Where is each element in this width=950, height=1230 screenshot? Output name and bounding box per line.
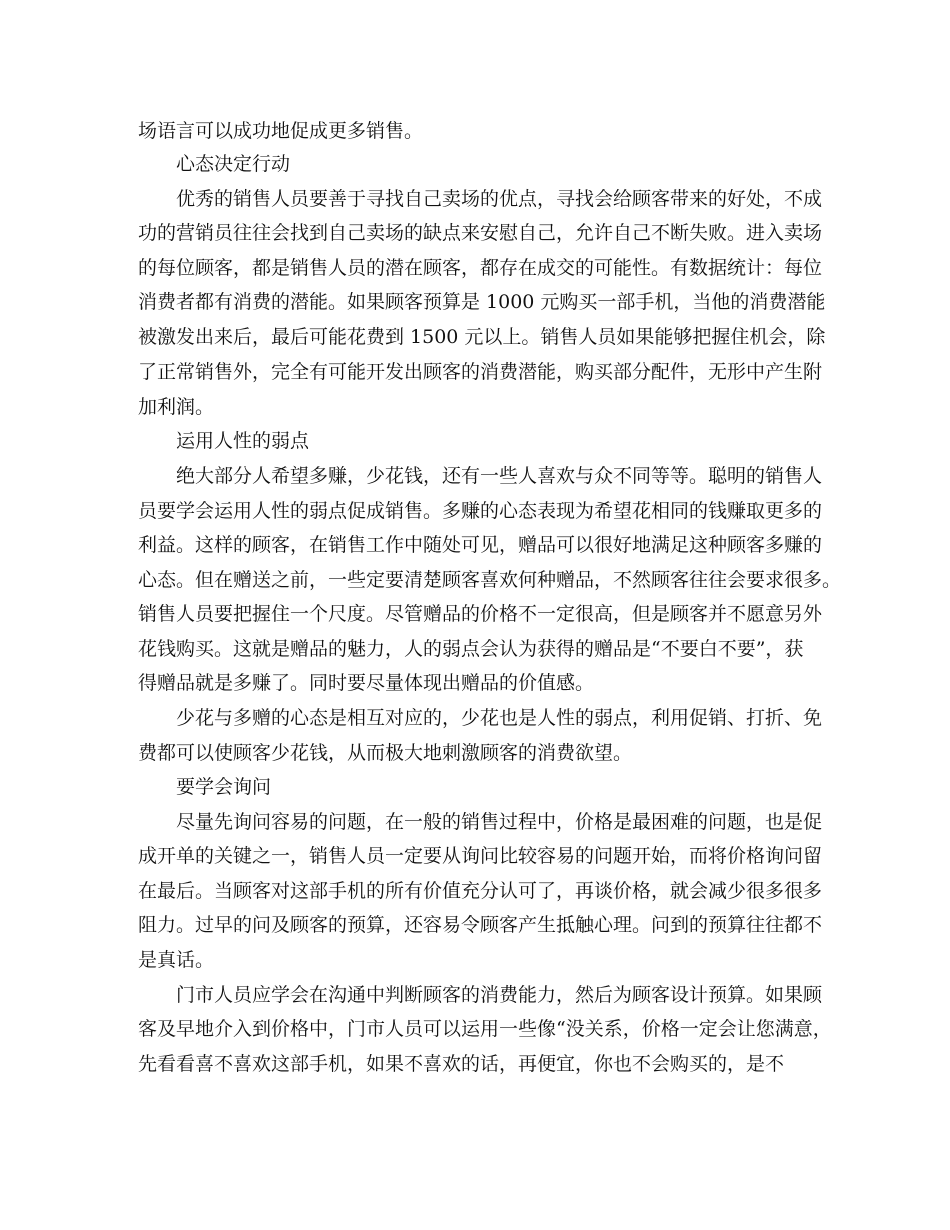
- text-line: 功的营销员往往会找到自己卖场的缺点来安慰自己，允许自己不断失败。进入卖场: [138, 222, 823, 244]
- text-line: 利益。这样的顾客，在销售工作中随处可见，赠品可以很好地满足这种顾客多赚的: [138, 534, 823, 556]
- text-line: 销售人员要把握住一个尺度。尽管赠品的价格不一定很高，但是顾客并不愿意另外: [138, 603, 823, 625]
- paragraph-first-line: 少花与多赠的心态是相互对应的，少花也是人性的弱点，利用促销、打折、免: [176, 707, 823, 729]
- text-line: 先看看喜不喜欢这部手机，如果不喜欢的话，再便宜，你也不会购买的，是不: [138, 1053, 785, 1075]
- text-line: 花钱购买。这就是赠品的魅力，人的弱点会认为获得的赠品是“不要白不要”，获: [138, 638, 804, 660]
- text-line: 成开单的关键之一，销售人员一定要从询问比较容易的问题开始，而将价格询问留: [138, 845, 823, 867]
- text-line: 得赠品就是多赚了。同时要尽量体现出赠品的价值感。: [138, 672, 595, 694]
- text-line: 费都可以使顾客少花钱，从而极大地刺激顾客的消费欲望。: [138, 742, 633, 764]
- text-line: 的每位顾客，都是销售人员的潜在顾客，都存在成交的可能性。有数据统计：每位: [138, 257, 823, 279]
- text-line: 是真话。: [138, 949, 215, 971]
- text-line: 客及早地介入到价格中，门市人员可以运用一些像“没关系，价格一定会让您满意，: [138, 1018, 832, 1040]
- section-heading: 运用人性的弱点: [176, 430, 310, 452]
- section-heading: 要学会询问: [176, 776, 272, 798]
- text-line: 消费者都有消费的潜能。如果顾客预算是 1000 元购买一部手机，当他的消费潜能: [138, 291, 826, 313]
- text-line: 了正常销售外，完全有可能开发出顾客的消费潜能，购买部分配件，无形中产生附: [138, 361, 823, 383]
- text-line: 阻力。过早的问及顾客的预算，还容易令顾客产生抵触心理。问到的预算往往都不: [138, 914, 823, 936]
- paragraph-first-line: 优秀的销售人员要善于寻找自己卖场的优点，寻找会给顾客带来的好处，不成: [176, 188, 823, 210]
- text-line: 心态。但在赠送之前，一些定要清楚顾客喜欢何种赠品，不然顾客往往会要求很多。: [138, 569, 842, 591]
- paragraph-first-line: 门市人员应学会在沟通中判断顾客的消费能力，然后为顾客设计预算。如果顾: [176, 984, 823, 1006]
- text-line: 场语言可以成功地促成更多销售。: [138, 120, 424, 142]
- paragraph-first-line: 绝大部分人希望多赚，少花钱，还有一些人喜欢与众不同等等。聪明的销售人: [176, 465, 823, 487]
- text-line: 加利润。: [138, 396, 215, 418]
- text-line: 被激发出来后，最后可能花费到 1500 元以上。销售人员如果能够把握住机会，除: [138, 326, 826, 348]
- section-heading: 心态决定行动: [176, 153, 291, 175]
- paragraph-first-line: 尽量先询问容易的问题，在一般的销售过程中，价格是最困难的问题，也是促: [176, 811, 823, 833]
- text-line: 员要学会运用人性的弱点促成销售。多赚的心态表现为希望花相同的钱赚取更多的: [138, 500, 823, 522]
- text-line: 在最后。当顾客对这部手机的所有价值充分认可了，再谈价格，就会减少很多很多: [138, 880, 823, 902]
